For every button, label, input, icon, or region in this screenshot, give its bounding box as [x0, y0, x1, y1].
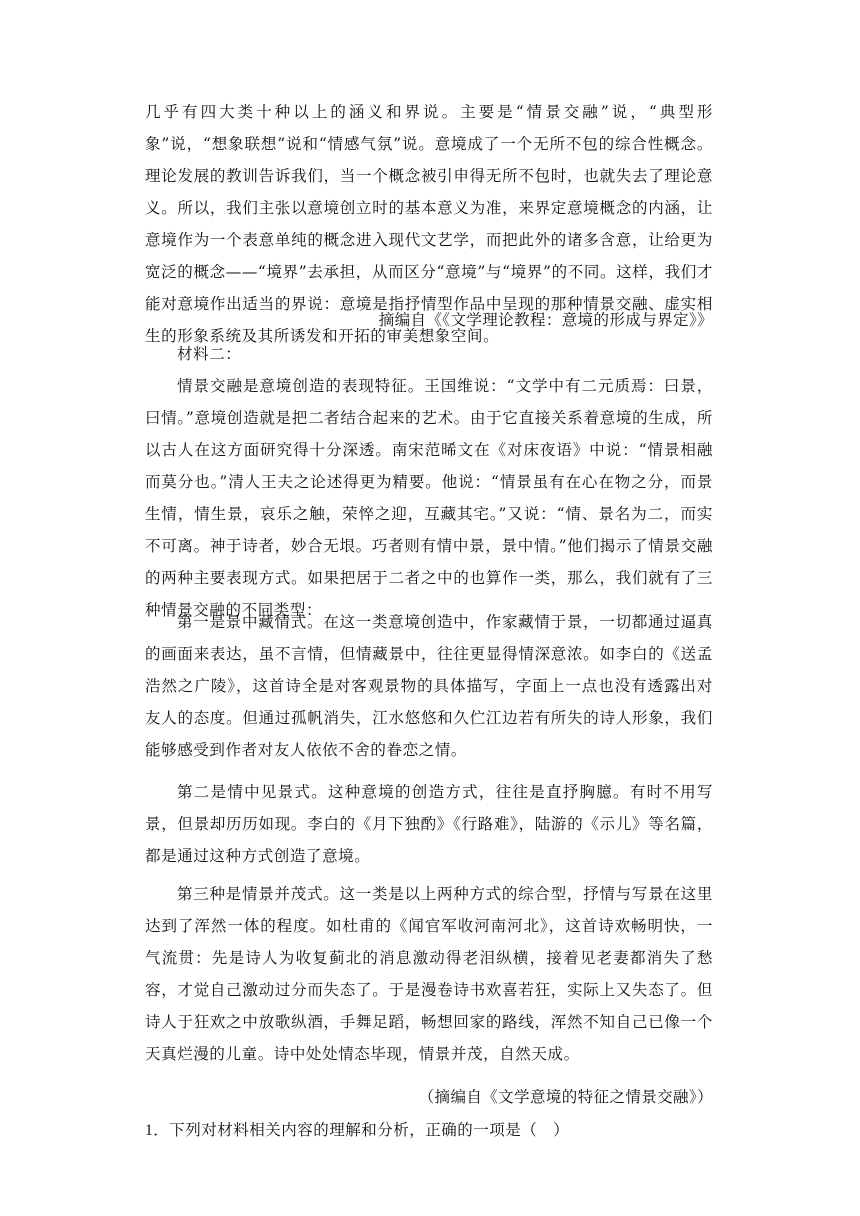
paragraph-text: 第二是情中见景式。这种意境的创造方式，往往是直抒胸臆。有时不用写景，但景却历历如现。李白的《月下独酌》《行路难》，陆游的《示儿》等名篇，都是通过这种方式创造了意境。: [145, 783, 713, 865]
paragraph-text: 第三种是情景并茂式。这一类是以上两种方式的综合型，抒情与写景在这里达到了浑然一体的程度。如杜甫的《闻官军收河南河北》，这首诗欢畅明快，一气流贯：先是诗人为收复蓟北的消息激动得老泪纵横，接着见老妻都消失了愁容，才觉自己激动过分而失态了。于是漫卷诗书欢喜若狂，实际上又失态了。但诗人于狂欢之中放歌纵酒，手舞足蹈，畅想回家的路线，浑然不知自己已像一个天真烂漫的儿童。诗中处处情态毕现，情景并茂，自然天成。: [145, 885, 713, 1063]
material-two-heading-text: 材料二：: [177, 345, 242, 363]
material-two-paragraph-2: [145, 606, 713, 766]
material-one-source: 摘编自《《文学理论教程：意境的形成与界定》》: [378, 311, 713, 329]
material-two-paragraph-1: [145, 370, 713, 626]
material-two-paragraph-3: [145, 776, 713, 872]
material-two-heading: [145, 338, 713, 370]
paragraph-text: 情景交融是意境创造的表现特征。王国维说：“文学中有二元质焉：曰景，曰情。”意境创造就是把二者结合起来的艺术。由于它直接关系着意境的生成，所以古人在这方面研究得十分深透。南宋范晞文在《对床夜语》中说：“情景相融而莫分也。”清人王夫之论述得更为精要。他说：“情景虽有在心在物之分，而景生情，情生景，哀乐之触，荣悴之迎，互藏其宅。”又说：“情、景名为二，而实不可离。神于诗者，妙合无垠。巧者则有情中景，景中情。”他们揭示了情景交融的两种主要表现方式。如果把居于二者之中的也算作一类，那么，我们就有了三种情景交融的不同类型：: [145, 377, 713, 619]
material-one-paragraph: 几乎有四大类十种以上的涵义和界说。主要是“情景交融”说，“典型形象”说，“想象联想”说和“情感气氛”说。意境成了一个无所不包的综合性概念。理论发展的教训告诉我们，当一个概念被引申得无所不包时，也就失去了理论意义。所以，我们主张以意境创立时的基本意义为准，来界定意境概念的内涵，让意境作为一个表意单纯的概念进入现代文艺学，而把此外的诸多含意，让给更为宽泛的概念——“境界”去承担，从而区分“意境”与“境界”的不同。这样，我们才能对意境作出适当的界说：意境是指抒情型作品中呈现的那种情景交融、虚实相生的形象系统及其所诱发和开拓的审美想象空间。: [145, 103, 713, 345]
material-two-paragraph-4: [145, 878, 713, 1070]
material-two-source: （摘编自《文学意境的特征之情景交融》）: [418, 1088, 713, 1106]
question-1: 1．下列对材料相关内容的理解和分析，正确的一项是（ ）: [145, 1122, 570, 1139]
paragraph-text: 第一是景中藏情式。在这一类意境创造中，作家藏情于景，一切都通过逼真的画面来表达，虽不言情，但情藏景中，往往更显得情深意浓。如李白的《送孟浩然之广陵》，这首诗全是对客观景物的具体描写，字面上一点也没有透露出对友人的态度。但通过孤帆消失，江水悠悠和久伫江边若有所失的诗人形象，我们能够感受到作者对友人依依不舍的眷恋之情。: [145, 613, 713, 759]
